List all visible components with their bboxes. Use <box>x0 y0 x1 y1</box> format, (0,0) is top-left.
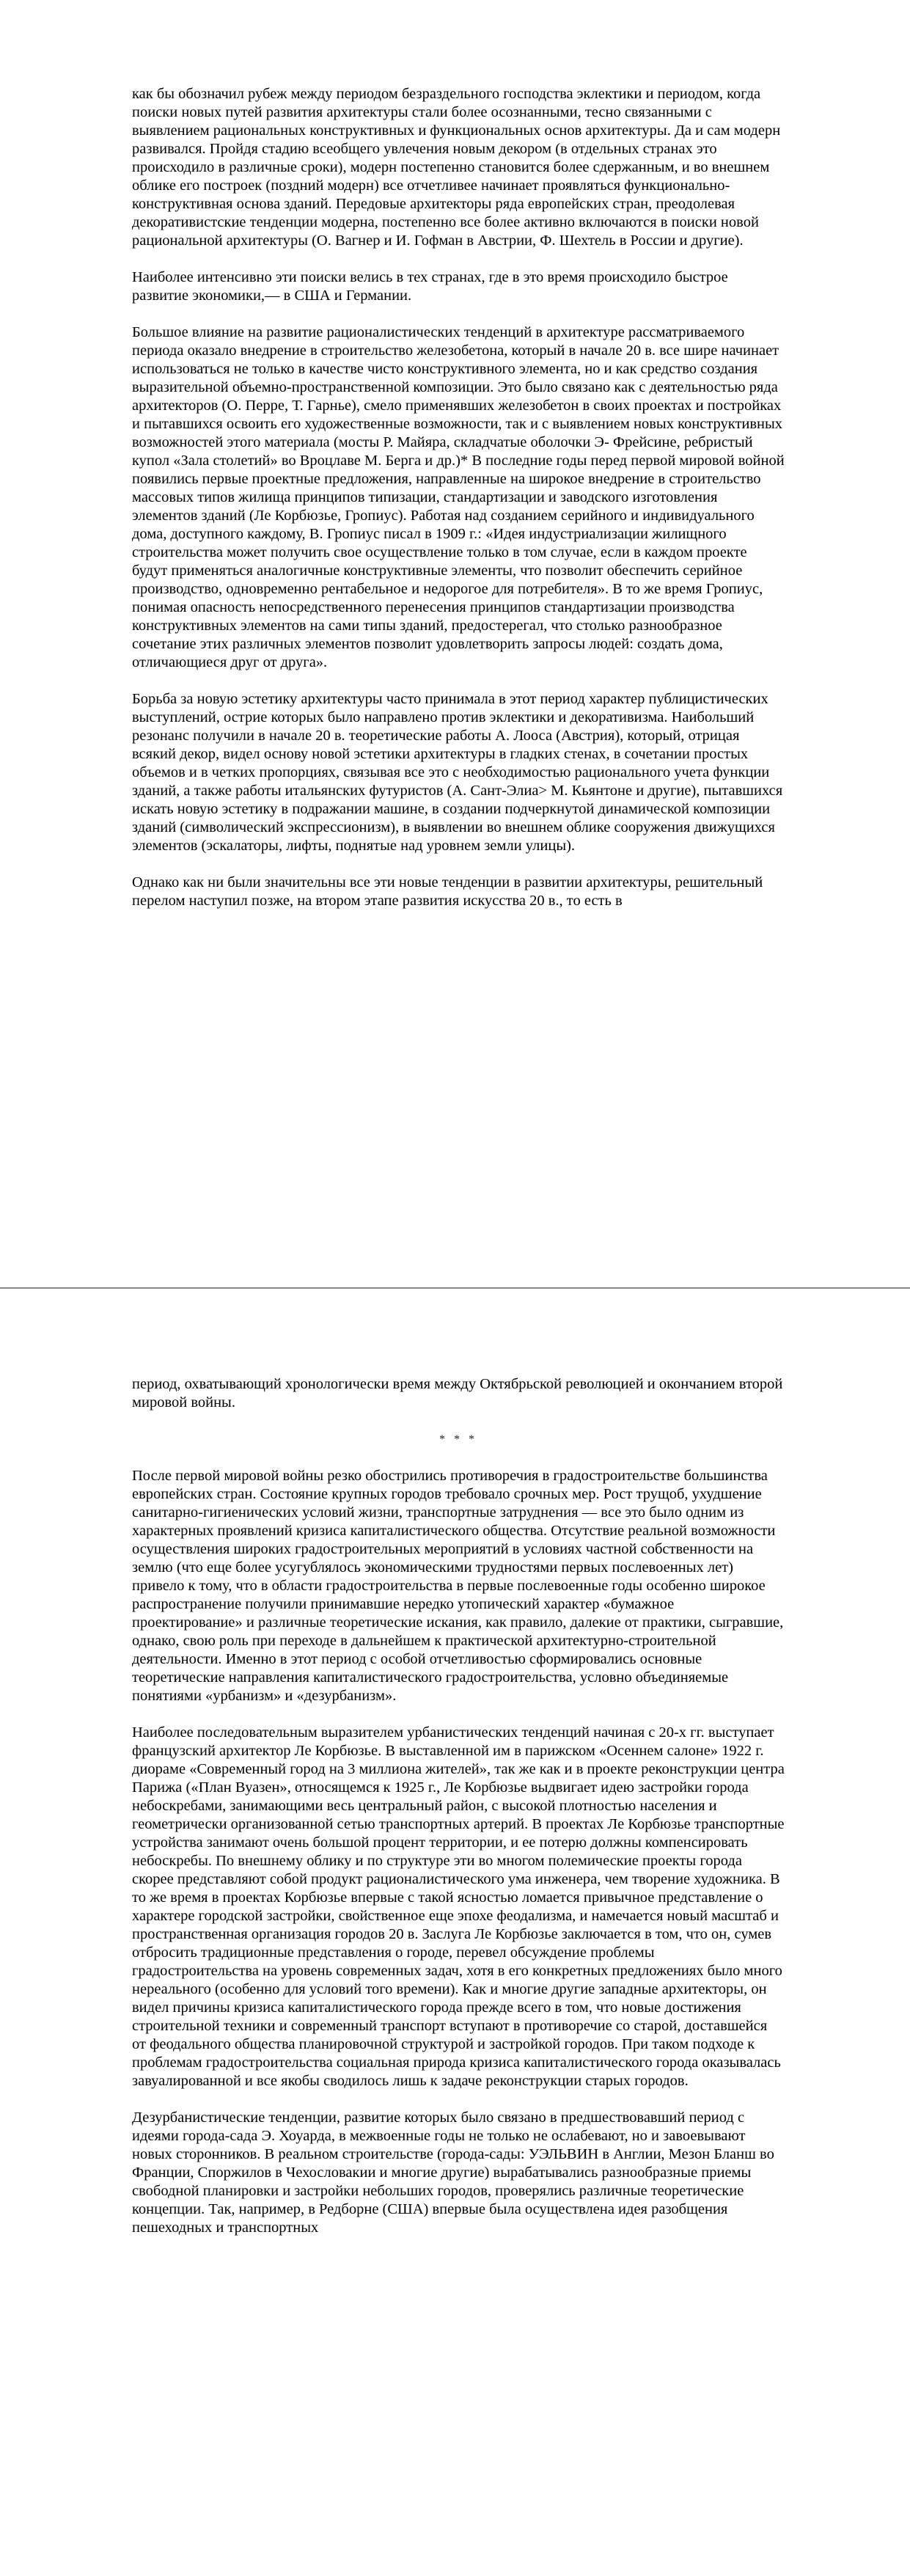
paragraph: Борьба за новую эстетику архитектуры часто принимала в этот период характер публицистических выступлений, острие которых было направлено против эклектики и декоративизма. Наибольший резонанс получили в начале 20 в. теоретические работы А. Лооса (Австрия), который, отрицая всякий декор, видел основу новой эстетики архитектуры в гладких стенах, в сочетании простых объемов и в четких пропорциях, связывая все это с необходимостью рационального учета функции зданий, а также работы итальянских футуристов (А. Сант-Элиа> М. Кьянтоне и другие), пытавшихся искать новую эстетику в подражании машине, в создании подчеркнутой динамической композиции зданий (символический экспрессионизм), в выявлении во внешнем облике сооружения движущихся элементов (эскалаторы, лифты, поднятые над уровнем земли улицы). <box>132 691 783 854</box>
page-1 <box>0 0 910 1287</box>
paragraph: Наиболее последовательным выразителем урбанистических тенденций начиная с 20-х гг. выступает французский архитектор Ле Корбюзье. В выставленной им в парижском «Осеннем салоне» 1922 г. диораме «Современный город на 3 миллиона жителей», так же как и в проекте реконструкции центра Парижа («План Вуазен», относящемся к 1925 г., Ле Корбюзье выдвигает идею застройки города небоскребами, занимающими весь центральный район, с высокой плотностью населения и геометрически организованной сетью транспортных артерий. В проектах Ле Корбюзье транспортные устройства занимают очень большой процент территории, и ее потерю должны компенсировать небоскребы. По внешнему облику и по структуре эти во многом полемические проекты города скорее представляют собой продукт рационалистического ума инженера, чем творение художника. В то же время в проектах Корбюзье впервые с такой ясностью ломается привычное представление о характере городской застройки, свойственное еще эпохе феодализма, и намечается новый масштаб и пространственная организация городов 20 в. Заслуга Ле Корбюзье заключается в том, что он, сумев отбросить традиционные представления о городе, перевел обсуждение проблемы градостроительства на уровень современных задач, хотя в его конкретных предложениях было много нереального (особенно для условий того времени). Как и многие другие западные архитекторы, он видел причины кризиса капиталистического города прежде всего в том, что новые достижения строительной техники и современный транспорт вступают в противоречие со старой, доставшейся от феодального общества планировочной структурой и застройкой городов. При таком подходе к проблемам градостроительства социальная природа кризиса капиталистического города оказывалась завуалированной и все якобы сводилось лишь к задаче реконструкции старых городов. <box>132 1724 785 2089</box>
paragraph: Дезурбанистические тенденции, развитие которых было связано в предшествовавший период с идеями города-сада Э. Хоуарда, в межвоенные годы не только не ослабевают, но и завоевывают новых сторонников. В реальном строительстве (города-сады: УЭЛЬВИН в Англии, Мезон Бланш во Франции, Споржилов в Чехословакии и многие другие) вырабатывались разнообразные приемы свободной планировки и застройки небольших городов, проверялись различные теоретические концепции. Так, например, в Редборне (США) впервые была осуществлена идея разобщения пешеходных и транспортных <box>132 2110 774 2236</box>
page-2 <box>0 1289 910 2576</box>
paragraph: как бы обозначил рубеж между периодом безраздельного господства эклектики и периодом, когда поиски новых путей развития архитектуры стали более осознанными, тесно связанными с выявлением рациональных конструктивных и функциональных основ архитектуры. Да и сам модерн развивался. Пройдя стадию всеобщего увлечения новым декором (в отдельных странах это происходило в различные сроки), модерн постепенно становится более сдержанным, и во внешнем облике его построек (поздний модерн) все отчетливее начинает проявляться функционально-конструктивная основа зданий. Передовые архитекторы ряда европейских стран, преодолевая декоративистские тенденции модерна, постепенно все более активно включаются в поиски новой рациональной архитектуры (О. Вагнер и И. Гофман в Австрии, Ф. Шехтель в России и другие). <box>132 86 781 249</box>
paragraph: Большое влияние на развитие рационалистических тенденций в архитектуре рассматриваемого периода оказало внедрение в строительство железобетона, который в начале 20 в. все шире начинает использоваться не только в качестве чисто конструктивного элемента, но и как средство создания выразительной объемно-пространственной композиции. Это было связано как с деятельностью ряда архитекторов (О. Перре, Т. Гарнье), смело применявших железобетон в своих проектах и постройках и пытавшихся освоить его художественные возможности, так и с выявлением новых конструктивных возможностей этого материала (мосты Р. Майяра, складчатые оболочки Э- Фрейсине, ребристый купол «Зала столетий» во Вроцлаве М. Берга и др.)* В последние годы перед первой мировой войной появились первые проектные предложения, направленные на широкое внедрение в строительство массовых типов жилища принципов типизации, стандартизации и заводского изготовления элементов зданий (Ле Корбюзье, Гропиус). Работая над созданием серийного и индивидуального дома, доступного каждому, В. Гропиус писал в 1909 г.: «Идея индустриализации жилищного строительства может получить свое осуществление только в том случае, если в каждом проекте будут применяться аналогичные конструктивные элементы, что позволит обеспечить серийное производство, одновременно рентабельное и недорогое для потребителя». В то же время Гропиус, понимая опасность непосредственного перенесения принципов стандартизации производства конструктивных элементов на сами типы зданий, предостерегал, что столько разнообразное сочетание этих различных элементов позволит удовлетворить запросы людей: создать дома, отличающиеся друг от друга». <box>132 324 785 670</box>
page-2-text-block <box>132 1375 785 2255</box>
section-asterism: * * * <box>439 1433 477 1446</box>
paragraph: Наиболее интенсивно эти поиски велись в тех странах, где в это время происходило быстрое развитие экономики,— в США и Германии. <box>132 269 728 304</box>
paragraph: Однако как ни были значительны все эти новые тенденции в развитии архитектуры, решительный перелом наступил позже, на втором этапе развития искусства 20 в., то есть в <box>132 874 763 909</box>
paragraph-continuation: период, охватывающий хронологически время между Октябрьской революцией и окончанием второй мировой войны. <box>132 1376 783 1410</box>
paragraph: После первой мировой войны резко обострились противоречия в градостроительстве большинства европейских стран. Состояние крупных городов требовало срочных мер. Рост трущоб, ухудшение санитарно-гигиенических условий жизни, транспортные затруднения — все это было одним из характерных проявлений кризиса капиталистического общества. Отсутствие реальной возможности осуществления широких градостроительных мероприятий в условиях частной собственности на землю (что еще более усугублялось экономическими трудностями первых послевоенных лет) привело к тому, что в области градостроительства в первые послевоенные годы особенно широкое распространение получили принимавшие нередко утопический характер «бумажное проектирование» и различные теоретические искания, как правило, далекие от практики, сыгравшие, однако, свою роль при переходе в дальнейшем к практической архитектурно-строительной деятельности. Именно в этот период с особой отчетливостью сформировались основные теоретические направления капиталистического градостроительства, условно объединяемые понятиями «урбанизм» и «дезурбанизм». <box>132 1468 784 1704</box>
page-1-text-block <box>132 85 785 929</box>
